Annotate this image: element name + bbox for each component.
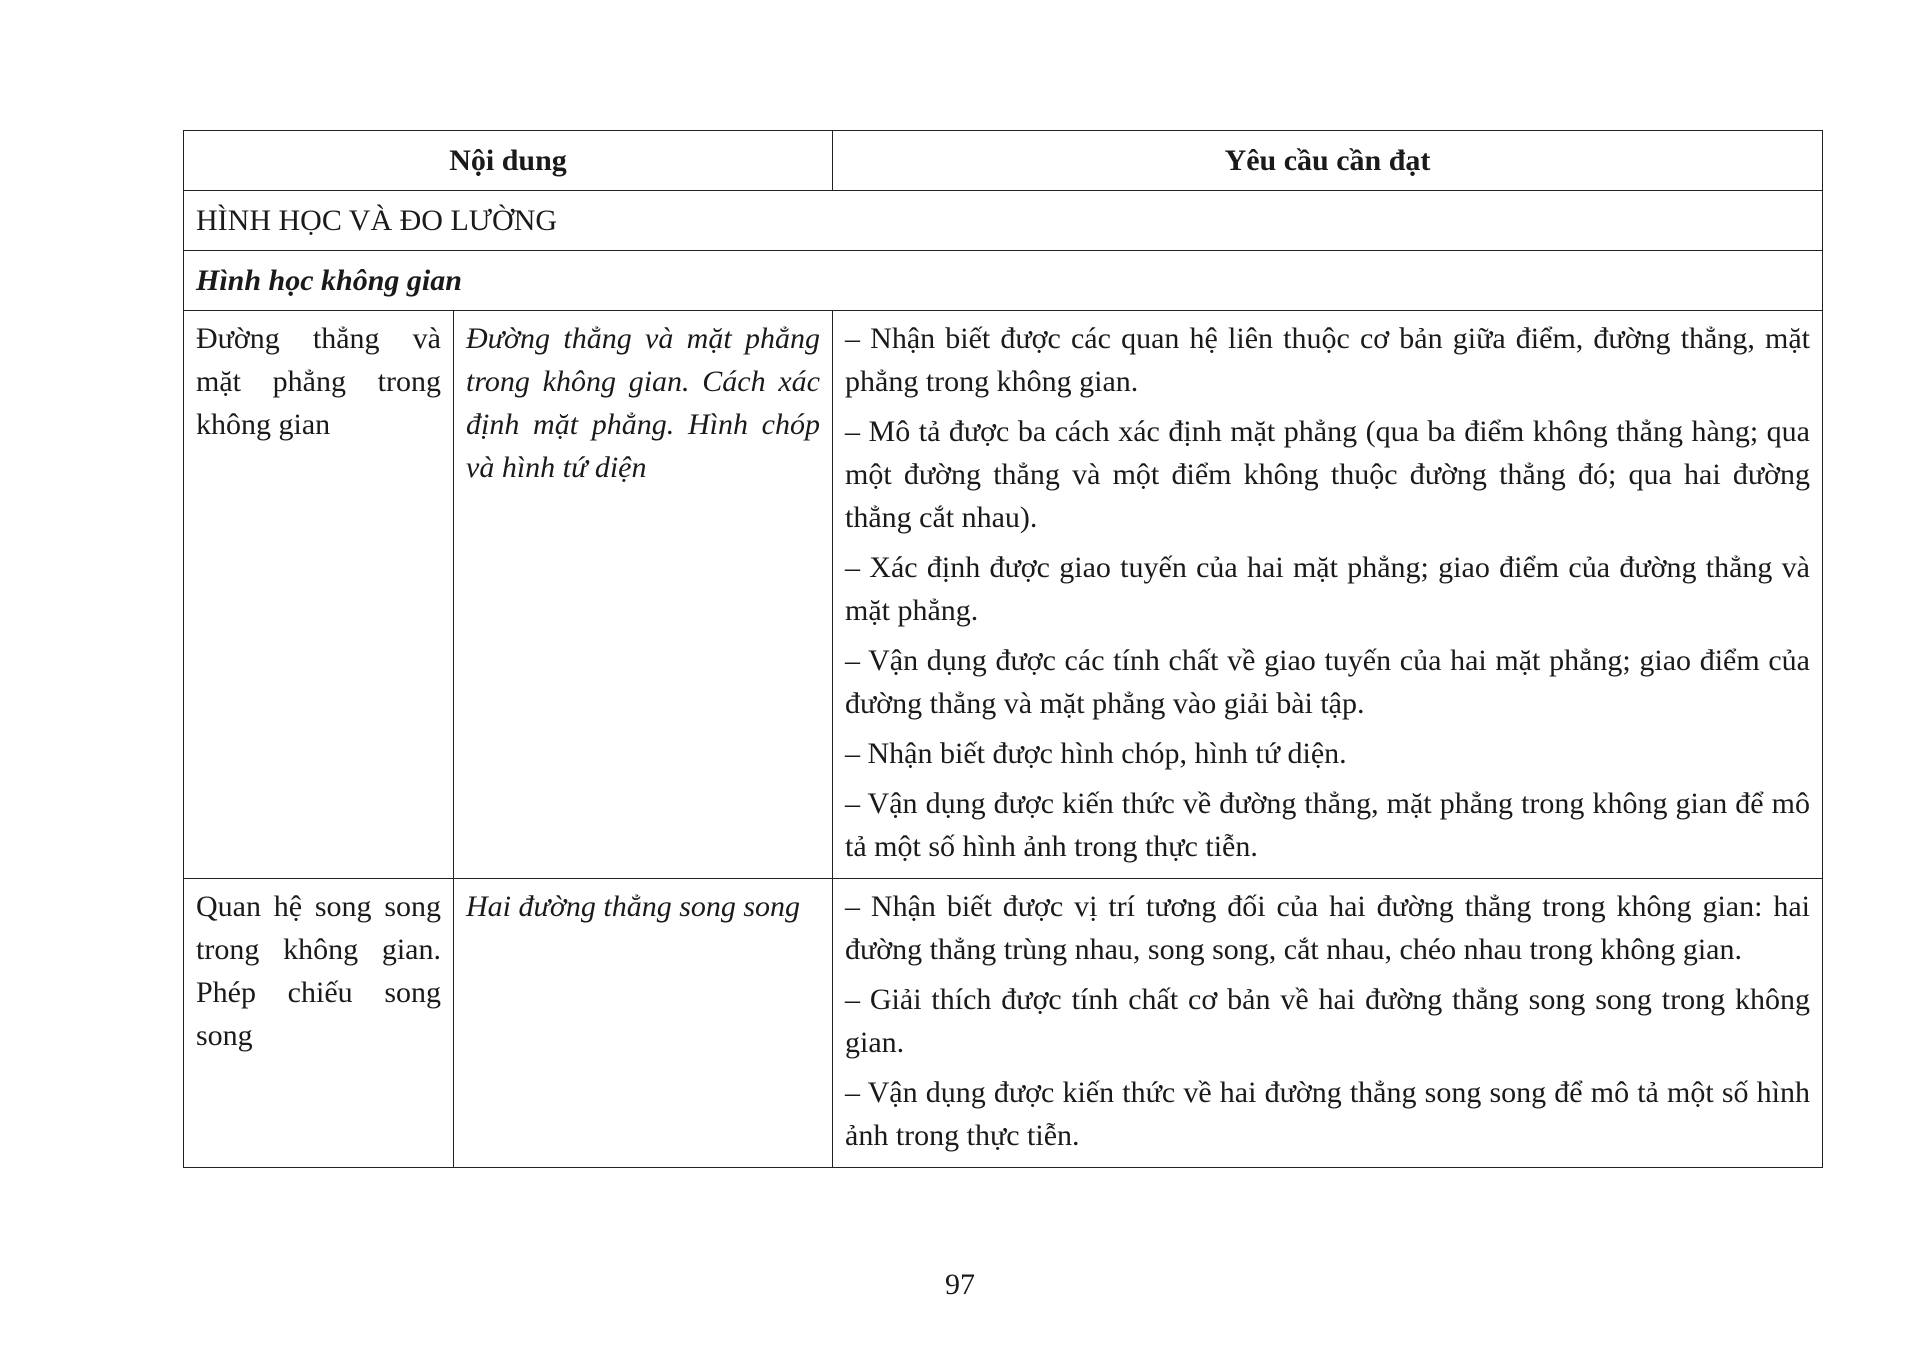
header-content: Nội dung [184,131,833,191]
requirement-item: – Xác định được giao tuyến của hai mặt phẳng; giao điểm của đường thẳng và mặt phẳng. [845,551,1810,627]
requirement-item: – Vận dụng được kiến thức về hai đường thẳng song song để mô tả một số hình ảnh trong thực tiễn. [845,1076,1810,1152]
requirements-cell [833,311,1823,879]
requirement-item: – Vận dụng được kiến thức về đường thẳng, mặt phẳng trong không gian để mô tả một số hình ảnh trong thực tiễn. [845,787,1810,863]
table-header-row [184,131,1823,191]
requirement-item: – Nhận biết được các quan hệ liên thuộc cơ bản giữa điểm, đường thẳng, mặt phẳng trong không gian. [845,322,1810,398]
topic-cell: Quan hệ song song trong không gian. Phép chiếu song song [184,879,454,1168]
table-row [184,311,1823,879]
requirement-item: – Mô tả được ba cách xác định mặt phẳng (qua ba điểm không thẳng hàng; qua một đường thẳng và một điểm không thuộc đường thẳng đó; qua hai đường thẳng cắt nhau). [845,415,1810,534]
subsection-title: Hình học không gian [184,251,1823,311]
curriculum-table [183,130,1823,1168]
requirement-item: – Vận dụng được các tính chất về giao tuyến của hai mặt phẳng; giao điểm của đường thẳng và mặt phẳng vào giải bài tập. [845,644,1810,720]
requirement-item: – Nhận biết được vị trí tương đối của hai đường thẳng trong không gian: hai đường thẳng trùng nhau, song song, cắt nhau, chéo nhau trong không gian. [845,890,1810,966]
requirement-item: – Nhận biết được hình chóp, hình tứ diện. [845,737,1347,770]
subtopic-cell: Hai đường thẳng song song [454,879,833,1168]
table-row [184,879,1823,1168]
requirement-item: – Giải thích được tính chất cơ bản về hai đường thẳng song song trong không gian. [845,983,1810,1059]
subtopic-cell: Đường thẳng và mặt phẳng trong không gian. Cách xác định mặt phẳng. Hình chóp và hình tứ diện [454,311,833,879]
requirements-cell [833,879,1823,1168]
page-number: 97 [945,1268,975,1301]
topic-cell: Đường thẳng và mặt phẳng trong không gian [184,311,454,879]
header-requirements: Yêu cầu cần đạt [833,131,1823,191]
section-row [184,191,1823,251]
section-title: HÌNH HỌC VÀ ĐO LƯỜNG [184,191,1823,251]
subsection-row [184,251,1823,311]
